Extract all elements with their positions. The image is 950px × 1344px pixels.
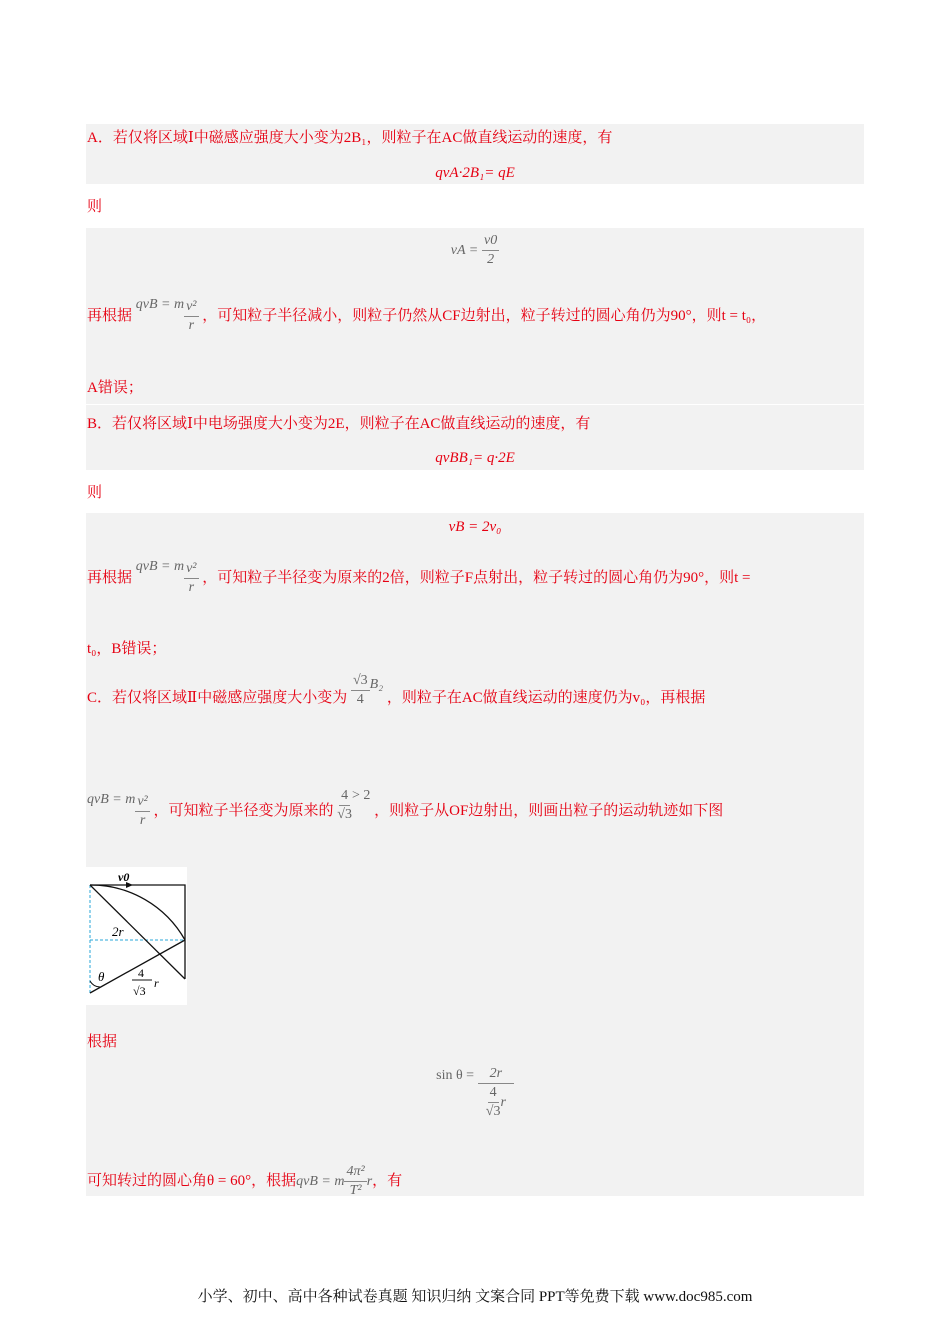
sin-theta-equation: sin θ = 2r 4 √3 r <box>86 1065 864 1121</box>
option-a-eq1: qvA·2B₁= qE <box>435 165 515 181</box>
option-b-eq1: qvBB₁= q·2E <box>435 450 515 466</box>
option-a-line1: A．若仅将区域Ⅰ中磁感应强度大小变为2B₁，则粒子在AC做直线运动的速度，有 <box>87 130 613 146</box>
label-theta: θ <box>98 969 105 984</box>
label-v0: v0 <box>118 870 130 884</box>
text-genju: 根据 <box>87 1034 118 1050</box>
option-a-line2: 再根据 qvB = m $\frac{\text{v²}}{r}$ ，可知粒子半径减小，则粒子仍然从CF边射出，粒子转过的圆心角仍为90°，则t = t₀， <box>87 296 767 333</box>
option-b-line1: B．若仅将区域Ⅰ中电场强度大小变为2E，则粒子在AC做直线运动的速度，有 <box>87 416 591 432</box>
option-a-conclusion: A错误； <box>87 380 143 396</box>
option-b-eq2: vB = 2v₀ <box>448 519 502 535</box>
option-b-conclusion: t₀，B错误； <box>87 641 167 657</box>
label-num: 4 <box>138 966 144 980</box>
label-2r: 2r <box>112 924 124 939</box>
option-c-line1: C．若仅将区域Ⅱ中磁感应强度大小变为 $\frac{√3}{4}$ B₂ ，则粒子在AC做直线运动的速度仍为v₀，再根据 <box>87 673 706 707</box>
option-b-line2: 再根据 qvB = m $\frac{\text{v²}}{r}$ ，可知粒子半径变为原来的2倍，则粒子F点射出，粒子转过的圆心角仍为90°，则t = <box>87 558 751 595</box>
option-c-line2: qvB = m $\frac{\text{v²}}{r}$ ，可知粒子半径变为原来的 $\frac{4}{√3}$ > 2 ，则粒子从OF边射出，则画出粒子的运动轨迹如下图 <box>87 787 724 828</box>
text-ze: 则 <box>87 485 103 501</box>
label-den: √3 <box>133 984 146 998</box>
option-c-last-line: 可知转过的圆心角θ = 60°，根据qvB = m $\frac{\text{4π²}}{\text{T²}}$ r，有 <box>87 1164 403 1198</box>
text-ze: 则 <box>87 199 103 215</box>
footer: 小学、初中、高中各种试卷真题 知识归纳 文案合同 PPT等免费下载 www.doc985.com <box>197 1289 753 1305</box>
label-r: r <box>154 976 159 990</box>
option-a-eq2: vA = $\frac{v0}{2}$ <box>450 233 498 267</box>
trajectory-diagram <box>86 867 187 1005</box>
